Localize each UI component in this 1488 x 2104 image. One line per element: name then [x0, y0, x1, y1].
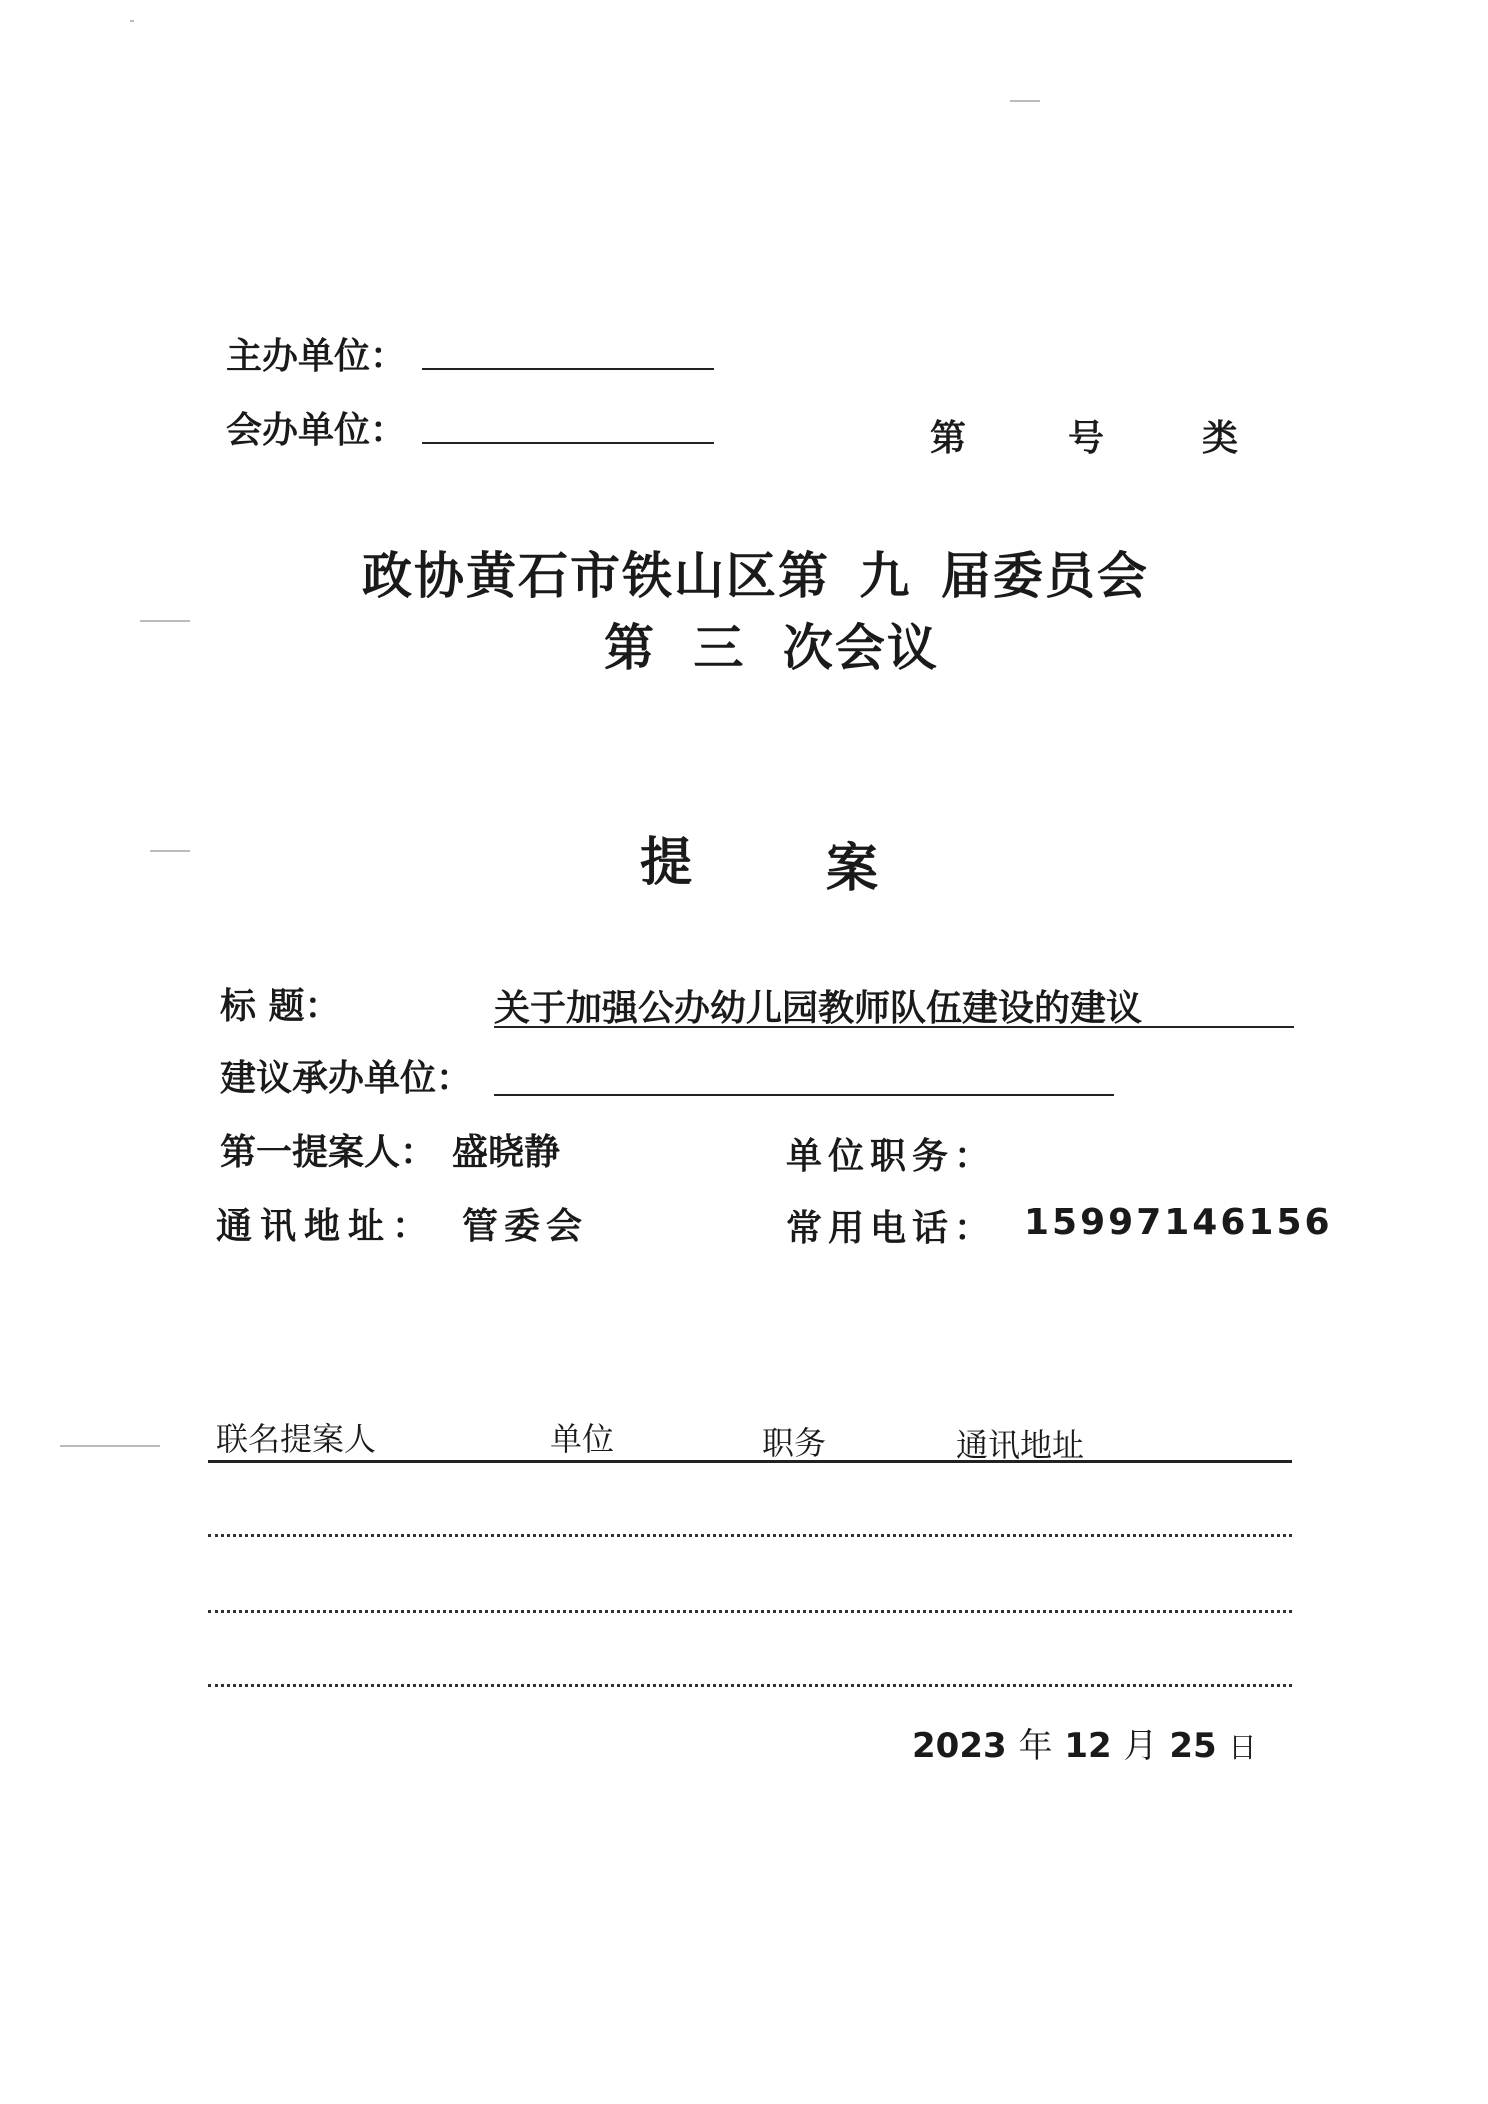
phone-label: 常用电话：: [786, 1208, 997, 1249]
host-unit-line: [422, 368, 714, 370]
address-label: 通讯地址：: [216, 1206, 437, 1247]
proposer-label: 第一提案人：: [220, 1132, 437, 1173]
date-year: 2023: [912, 1726, 1007, 1766]
cosigner-unit-header: 单位: [550, 1420, 615, 1458]
doc-type-ti: 提: [640, 833, 695, 893]
date-day: 25: [1169, 1726, 1217, 1766]
co-unit-line: [422, 442, 714, 444]
date-month-unit: 月: [1123, 1726, 1158, 1766]
cosigner-position-header: 职务: [762, 1424, 827, 1462]
subject-value: 关于加强公办幼儿园教师队伍建设的建议: [494, 988, 1143, 1029]
subject-label: 标 题：: [220, 986, 341, 1027]
handler-label: 建议承办单位：: [220, 1058, 473, 1099]
title-org: 政协黄石市铁山区第: [362, 547, 830, 605]
date-year-unit: 年: [1018, 1726, 1053, 1766]
cosigner-name-header: 联名提案人: [216, 1420, 377, 1458]
scan-mark: [130, 20, 134, 22]
doc-type-an: 案: [826, 839, 881, 899]
proposer-value: 盛晓静: [452, 1132, 561, 1173]
date: [912, 1718, 1257, 1767]
date-day-unit: 日: [1228, 1731, 1257, 1764]
co-unit-label: 会办单位：: [226, 410, 407, 451]
title-line-1: [362, 536, 1149, 608]
meeting-number: 三: [693, 619, 746, 677]
cosigner-row-line: [208, 1534, 1292, 1537]
scan-mark: [140, 620, 190, 622]
cosigner-header-line: [208, 1460, 1292, 1463]
scan-mark: [60, 1445, 160, 1447]
number-lei: 类: [1202, 418, 1239, 459]
cosigner-address-header: 通讯地址: [956, 1426, 1085, 1464]
cosigner-row-line: [208, 1610, 1292, 1613]
scan-mark: [1010, 100, 1040, 102]
handler-line: [494, 1094, 1114, 1096]
cosigner-row-line: [208, 1684, 1292, 1687]
position-label: 单位职务：: [786, 1136, 997, 1177]
host-unit-label: 主办单位：: [226, 336, 407, 377]
subject-line: [494, 1026, 1294, 1028]
number-di: 第: [930, 418, 967, 459]
phone-value: 15997146156: [1024, 1202, 1333, 1243]
address-value: 管委会: [462, 1206, 589, 1247]
title-di: 第: [604, 619, 656, 677]
title-meeting: 次会议: [782, 619, 939, 677]
session-number: 九: [859, 547, 912, 605]
title-committee: 届委员会: [940, 547, 1149, 605]
date-month: 12: [1064, 1726, 1112, 1766]
scan-mark: [150, 850, 190, 852]
title-line-2: [604, 608, 939, 680]
number-hao: 号: [1068, 418, 1105, 459]
